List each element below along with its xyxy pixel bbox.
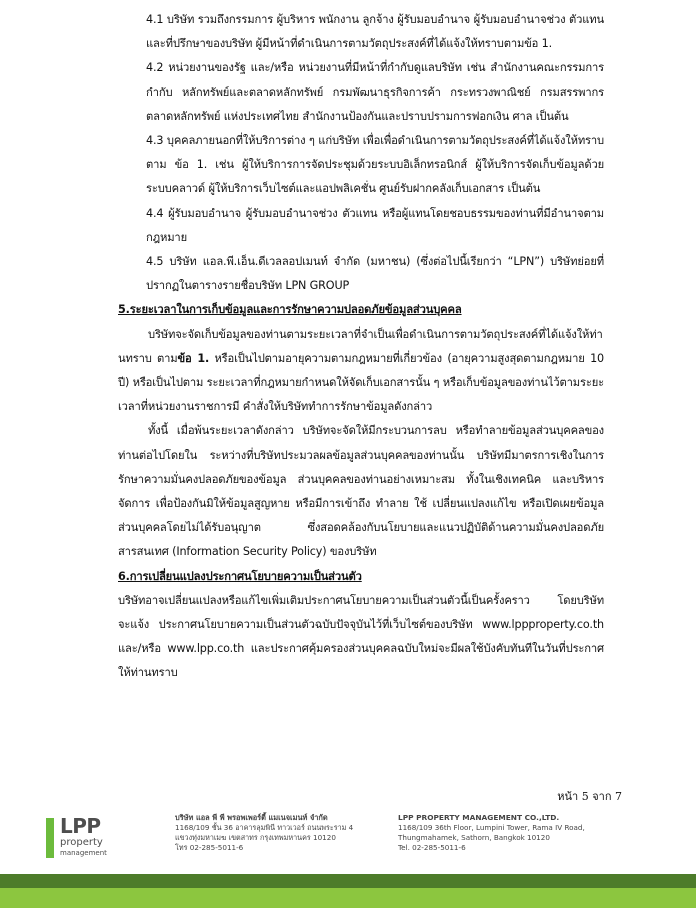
company-name-thai: บริษัท แอล พี พี พรอพเพอร์ตี้ แมเนจเมนท์ จำกัด [175,813,328,822]
document-body [118,8,604,686]
address-thai-phone: โทร 02-285-5011-6 [175,843,244,852]
section-5-heading: 5.ระยะเวลาในการเก็บข้อมูลและการรักษาความปลอดภัยข้อมูลส่วนบุคคล [118,303,462,317]
paragraph-5-retention [118,323,604,420]
logo-green-bar [46,818,54,858]
address-thai-line-1: 1168/109 ชั้น 36 อาคารลุมพินี ทาวเวอร์ ถนนพระราม 4 [175,823,354,832]
footer-address-thai [175,813,380,853]
logo-management-text: management [60,849,107,857]
paragraph-4-4: 4.4 ผู้รับมอบอำนาจ ผู้รับมอบอำนาจช่วง ตัวแทน หรือผู้แทนโดยชอบธรรมของท่านที่มีอำนาจตามกฎหมาย [146,206,604,244]
lpp-logo [46,814,116,866]
paragraph-5-security: ทั้งนี้ เมื่อพ้นระยะเวลาดังกล่าว บริษัทจะจัดให้มีกระบวนการลบ หรือทำลายข้อมูลส่วนบุคคลของท่านต่อไปโดยใน ระหว่างที่บริษัทประมวลผลข้อมูลส่วนบุคคลของท่านนั้น บริษัทมีมาตรการเชิงในการรักษาความมั่นคงปลอดภัยของข้อมูล ส่วนบุคคลของท่านอย่างเหมาะสม ทั้งในเชิงเทคนิค และบริหารจัดการ เพื่อป้องกันมิให้ข้อมูลสูญหาย หรือมีการเข้าถึง ทำลาย ใช้ เปลี่ยนแปลงแก้ไข หรือเปิดเผยข้อมูลส่วนบุคคลโดยไม่ได้รับอนุญาต ซึ่งสอดคล้องกับนโยบายและแนวปฏิบัติด้านความมั่นคงปลอดภัยสารสนเทศ (Information Security Policy) ของบริษัท [118,424,604,559]
footer-band-dark [0,874,696,888]
footer-address-english [398,813,608,853]
footer-band-light [0,888,696,908]
section-6-heading: 6.การเปลี่ยนแปลงประกาศนโยบายความเป็นส่วนตัว [118,569,362,583]
paragraph-5-retention-text-1: บริษัทจะจัดเก็บข้อมูลของท่านตามระยะเวลาที่จำเป็นเพื่อดำเนินการตามวัตถุประสงค์ที่ได้แจ้งให้ท่านทราบ ตาม [118,327,603,365]
paragraph-4-1: 4.1 บริษัท รวมถึงกรรมการ ผู้บริหาร พนักงาน ลูกจ้าง ผู้รับมอบอำนาจ ผู้รับมอบอำนาจช่วง ตัวแทน และที่ปรึกษาของบริษัท ผู้มีหน้าที่ดำเนินการตามวัตถุประสงค์ที่ได้แจ้งให้ทราบตามข้อ 1. [146,13,604,51]
address-thai-line-2: แขวงทุ่งมหาเมฆ เขตสาทร กรุงเทพมหานคร 10120 [175,833,336,842]
paragraph-4-2: 4.2 หน่วยงานของรัฐ และ/หรือ หน่วยงานที่มีหน้าที่กำกับดูแลบริษัท เช่น สำนักงานคณะกรรมการกำกับ หลักทรัพย์และตลาดหลักทรัพย์ กรมพัฒนาธุรกิจการค้า กระทรวงพาณิชย์ กรมสรรพากร ตลาดหลักทรัพย์ แห่งประเทศไทย สำนักงานป้องกันและปราบปรามการฟอกเงิน ศาล เป็นต้น [146,61,604,123]
company-name-english: LPP PROPERTY MANAGEMENT CO.,LTD. [398,813,560,822]
address-english-line-1: 1168/109 36th Floor, Lumpini Tower, Rama IV Road, [398,823,585,832]
logo-wordmark: LPP [60,814,101,838]
paragraph-6-changes: บริษัทอาจเปลี่ยนแปลงหรือแก้ไขเพิ่มเติมประกาศนโยบายความเป็นส่วนตัวนี้เป็นครั้งคราว โดยบริษัทจะแจ้ง ประกาศนโยบายความเป็นส่วนตัวฉบับปัจจุบันไว้ที่เว็บไซต์ของบริษัท www.lppproperty.co.th และ/หรือ www.lpp.co.th และประกาศคุ้มครองส่วนบุคคลฉบับใหม่จะมีผลใช้บังคับทันทีในวันที่ประกาศให้ท่านทราบ [118,593,604,680]
address-english-line-2: Thungmahamek, Sathorn, Bangkok 10120 [398,833,550,842]
paragraph-4-5: 4.5 บริษัท แอล.พี.เอ็น.ดีเวลลอปเมนท์ จำกัด (มหาชน) (ซึ่งต่อไปนี้เรียกว่า “LPN”) บริษัทย่อยที่ปรากฏในตารางรายชื่อบริษัท LPN GROUP [146,255,604,293]
paragraph-5-retention-bold: ข้อ 1. [177,351,210,365]
address-english-phone: Tel. 02-285-5011-6 [398,843,466,852]
page-number: หน้า 5 จาก 7 [557,790,622,803]
logo-property-text: property [60,837,103,848]
paragraph-4-3: 4.3 บุคคลภายนอกที่ให้บริการต่าง ๆ แก่บริษัท เพื่อเพื่อดำเนินการตามวัตถุประสงค์ที่ได้แจ้งให้ทราบตาม ข้อ 1. เช่น ผู้ให้บริการการจัดประชุมด้วยระบบอิเล็กทรอนิกส์ ผู้ให้บริการจัดเก็บข้อมูลด้วยระบบคลาวด์ ผู้ให้บริการเว็บไซต์และแอปพลิเคชั่น ศูนย์รับฝากคลังเก็บเอกสาร เป็นต้น [146,134,604,196]
paragraph-5-retention-text-2: หรือเป็นไปตามอายุความตามกฎหมายที่เกี่ยวข้อง (อายุความสูงสุดตามกฎหมาย 10 ปี) หรือเป็นไปตาม ระยะเวลาที่กฎหมายกำหนดให้จัดเก็บเอกสารนั้น ๆ หรือเก็บข้อมูลของท่านไว้ตามระยะเวลาที่หน่วยงานราชการมี คำสั่งให้บริษัททำการรักษาข้อมูลดังกล่าว [118,351,605,414]
